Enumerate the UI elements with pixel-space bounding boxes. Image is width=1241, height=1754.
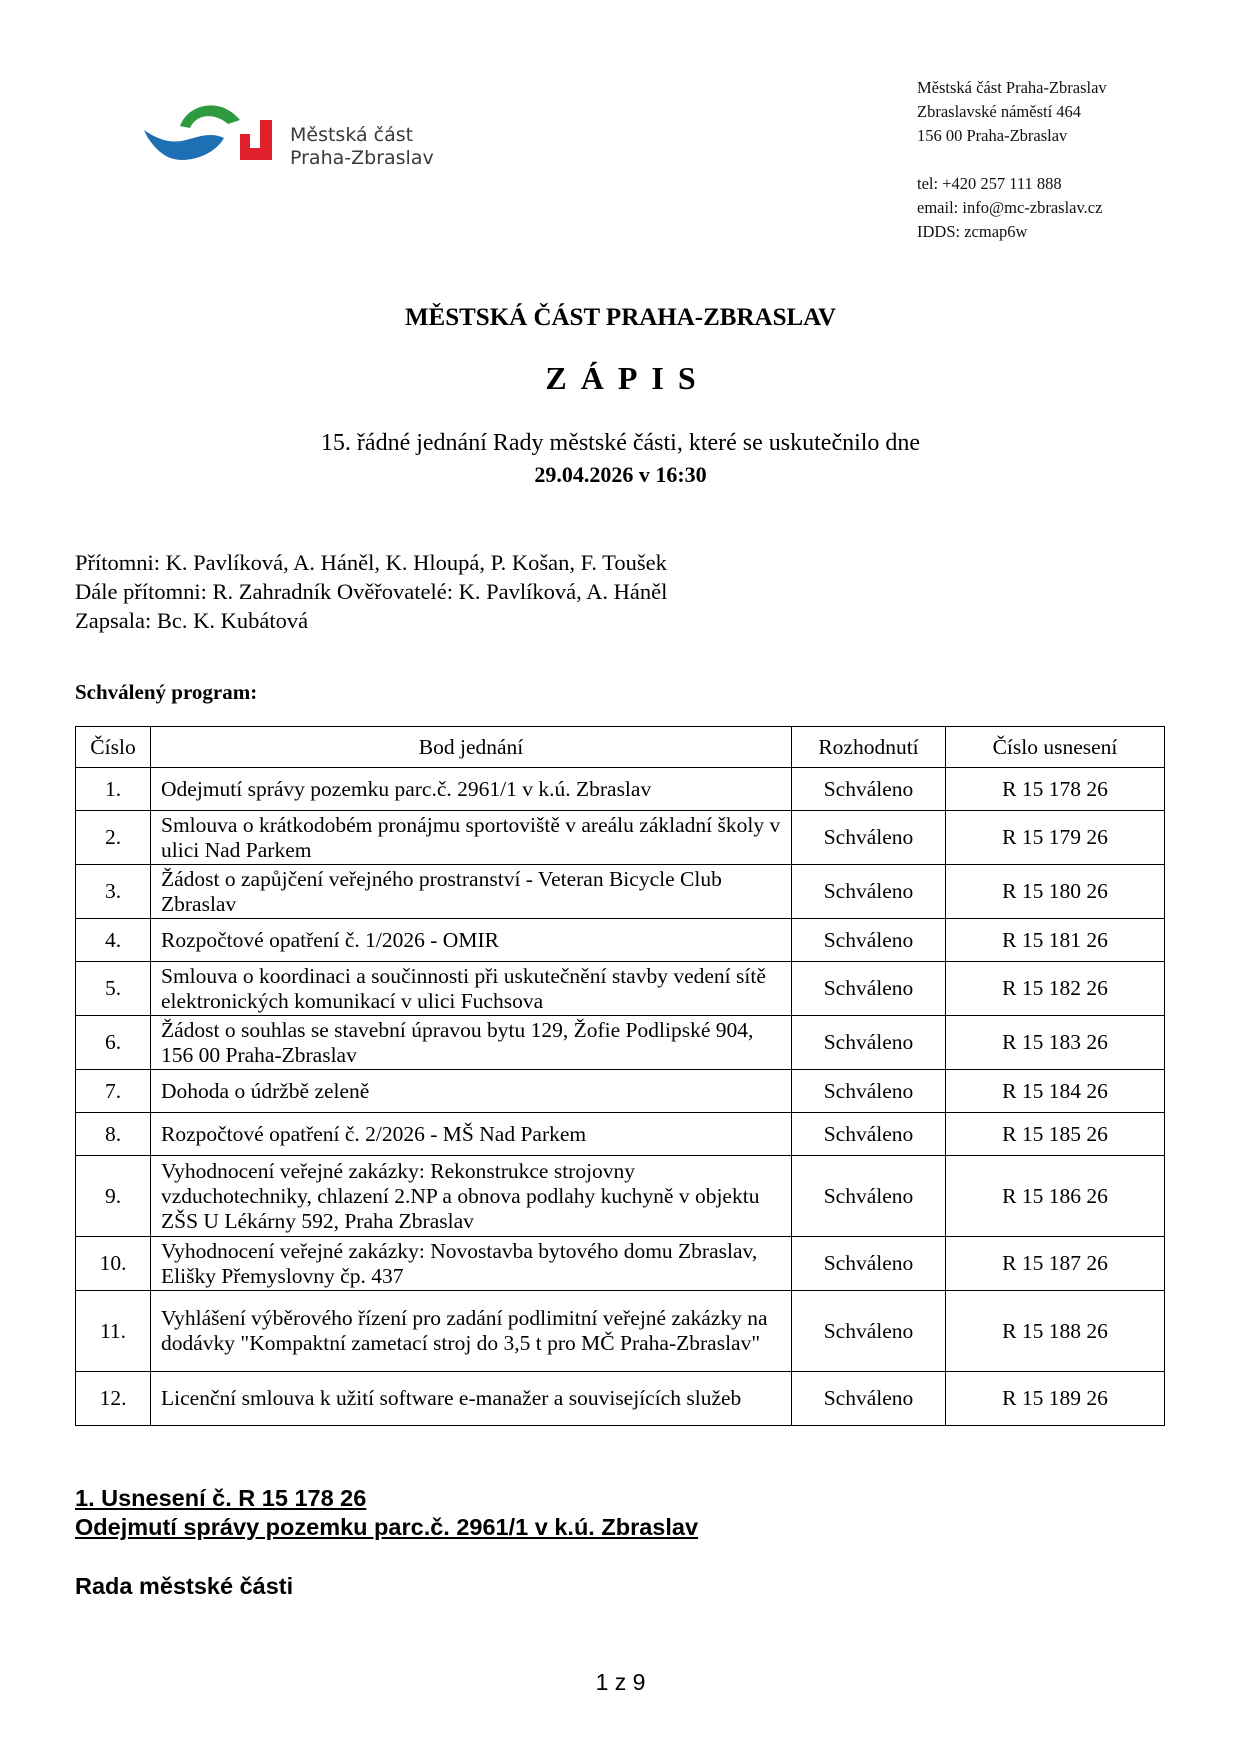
row-number: 6. [76,1016,151,1070]
row-resolution: R 15 180 26 [946,865,1165,919]
table-row [76,1372,1165,1426]
page-number: 1 z 9 [595,1669,646,1695]
row-decision: Schváleno [792,811,946,865]
municipality-logo [144,100,444,170]
row-decision: Schváleno [792,962,946,1016]
row-decision: Schváleno [792,865,946,919]
table-row [76,962,1165,1016]
document-title: MĚSTSKÁ ČÁST PRAHA-ZBRASLAV [404,304,837,331]
row-topic: Licenční smlouva k užití software e-manažer a souvisejících služeb [151,1372,792,1426]
logo-mark-icon [144,100,284,170]
logo-line-1: Městská část [290,124,414,146]
row-number: 2. [76,811,151,865]
row-topic: Rozpočtové opatření č. 1/2026 - OMIR [151,919,792,962]
row-decision: Schváleno [792,1237,946,1291]
row-topic: Žádost o zapůjčení veřejného prostranství - Veteran Bicycle Club Zbraslav [151,865,792,919]
row-decision: Schváleno [792,1070,946,1113]
meeting-date: 29.04.2026 v 16:30 [534,462,707,487]
row-topic: Vyhodnocení veřejné zakázky: Rekonstrukce strojovny vzduchotechniky, chlazení 2.NP a obnova podlahy kuchyně v objektu ZŠS U Lékárny 592, Praha Zbraslav [151,1156,792,1237]
row-decision: Schváleno [792,919,946,962]
logo-line-2: Praha-Zbraslav [290,147,434,169]
row-decision: Schváleno [792,1291,946,1372]
table-row [76,1156,1165,1237]
row-resolution: R 15 179 26 [946,811,1165,865]
table-row [76,1016,1165,1070]
row-topic: Žádost o souhlas se stavební úpravou bytu 129, Žofie Podlipské 904, 156 00 Praha-Zbraslav [151,1016,792,1070]
row-topic: Smlouva o krátkodobém pronájmu sportoviště v areálu základní školy v ulici Nad Parkem [151,811,792,865]
header-resolution: Číslo usnesení [946,727,1165,768]
table-row [76,1070,1165,1113]
row-resolution: R 15 184 26 [946,1070,1165,1113]
row-resolution: R 15 189 26 [946,1372,1165,1426]
row-number: 9. [76,1156,151,1237]
address-email: email: info@mc-zbraslav.cz [917,198,1103,217]
table-row [76,1291,1165,1372]
address-block [917,76,1107,244]
program-table [75,726,1165,1426]
table-row [76,768,1165,811]
row-topic: Dohoda o údržbě zeleně [151,1070,792,1113]
header-topic: Bod jednání [151,727,792,768]
recorded-by-line: Zapsala: Bc. K. Kubátová [75,608,309,633]
attendance-block [75,548,667,635]
row-topic: Vyhodnocení veřejné zakázky: Novostavba bytového domu Zbraslav, Elišky Přemyslovny čp. 437 [151,1237,792,1291]
row-decision: Schváleno [792,768,946,811]
row-resolution: R 15 188 26 [946,1291,1165,1372]
address-line-3: 156 00 Praha-Zbraslav [917,126,1068,145]
header-decision: Rozhodnutí [792,727,946,768]
meeting-line: 15. řádné jednání Rady městské části, které se uskutečnilo dne [320,430,921,456]
row-number: 5. [76,962,151,1016]
address-idds: IDDS: zcmap6w [917,222,1028,241]
logo-wordmark [290,124,434,170]
address-tel: tel: +420 257 111 888 [917,174,1062,193]
section-body-heading: Rada městské části [75,1573,294,1599]
meeting-info [0,427,1241,491]
document-type: ZÁPIS [545,360,710,396]
address-line-1: Městská část Praha-Zbraslav [917,78,1107,97]
table-row [76,1113,1165,1156]
row-number: 7. [76,1070,151,1113]
row-resolution: R 15 183 26 [946,1016,1165,1070]
table-row [76,1237,1165,1291]
row-number: 12. [76,1372,151,1426]
section-subject: Odejmutí správy pozemku parc.č. 2961/1 v k.ú. Zbraslav [75,1514,699,1540]
table-row [76,865,1165,919]
row-resolution: R 15 178 26 [946,768,1165,811]
row-number: 3. [76,865,151,919]
row-resolution: R 15 186 26 [946,1156,1165,1237]
program-title: Schválený program: [75,680,258,704]
row-topic: Vyhlášení výběrového řízení pro zadání podlimitní veřejné zakázky na dodávky "Kompaktní zametací stroj do 3,5 t pro MČ Praha-Zbraslav" [151,1291,792,1372]
row-resolution: R 15 185 26 [946,1113,1165,1156]
row-number: 10. [76,1237,151,1291]
row-resolution: R 15 187 26 [946,1237,1165,1291]
row-resolution: R 15 182 26 [946,962,1165,1016]
program-header-row [76,727,1165,768]
address-gap [917,148,1107,172]
header-number: Číslo [76,727,151,768]
row-decision: Schváleno [792,1113,946,1156]
row-topic: Rozpočtové opatření č. 2/2026 - MŠ Nad Parkem [151,1113,792,1156]
row-decision: Schváleno [792,1156,946,1237]
table-row [76,919,1165,962]
row-topic: Odejmutí správy pozemku parc.č. 2961/1 v k.ú. Zbraslav [151,768,792,811]
row-number: 1. [76,768,151,811]
address-line-2: Zbraslavské náměstí 464 [917,102,1082,121]
table-row [76,811,1165,865]
row-number: 4. [76,919,151,962]
also-present-line: Dále přítomni: R. Zahradník Ověřovatelé: K. Pavlíková, A. Háněl [75,579,668,604]
row-topic: Smlouva o koordinaci a součinnosti při uskutečnění stavby vedení sítě elektronických komunikací v ulici Fuchsova [151,962,792,1016]
row-number: 8. [76,1113,151,1156]
present-line: Přítomni: K. Pavlíková, A. Háněl, K. Hloupá, P. Košan, F. Toušek [75,550,667,575]
row-resolution: R 15 181 26 [946,919,1165,962]
row-number: 11. [76,1291,151,1372]
section-resolution-number: 1. Usnesení č. R 15 178 26 [75,1485,367,1511]
row-decision: Schváleno [792,1372,946,1426]
row-decision: Schváleno [792,1016,946,1070]
